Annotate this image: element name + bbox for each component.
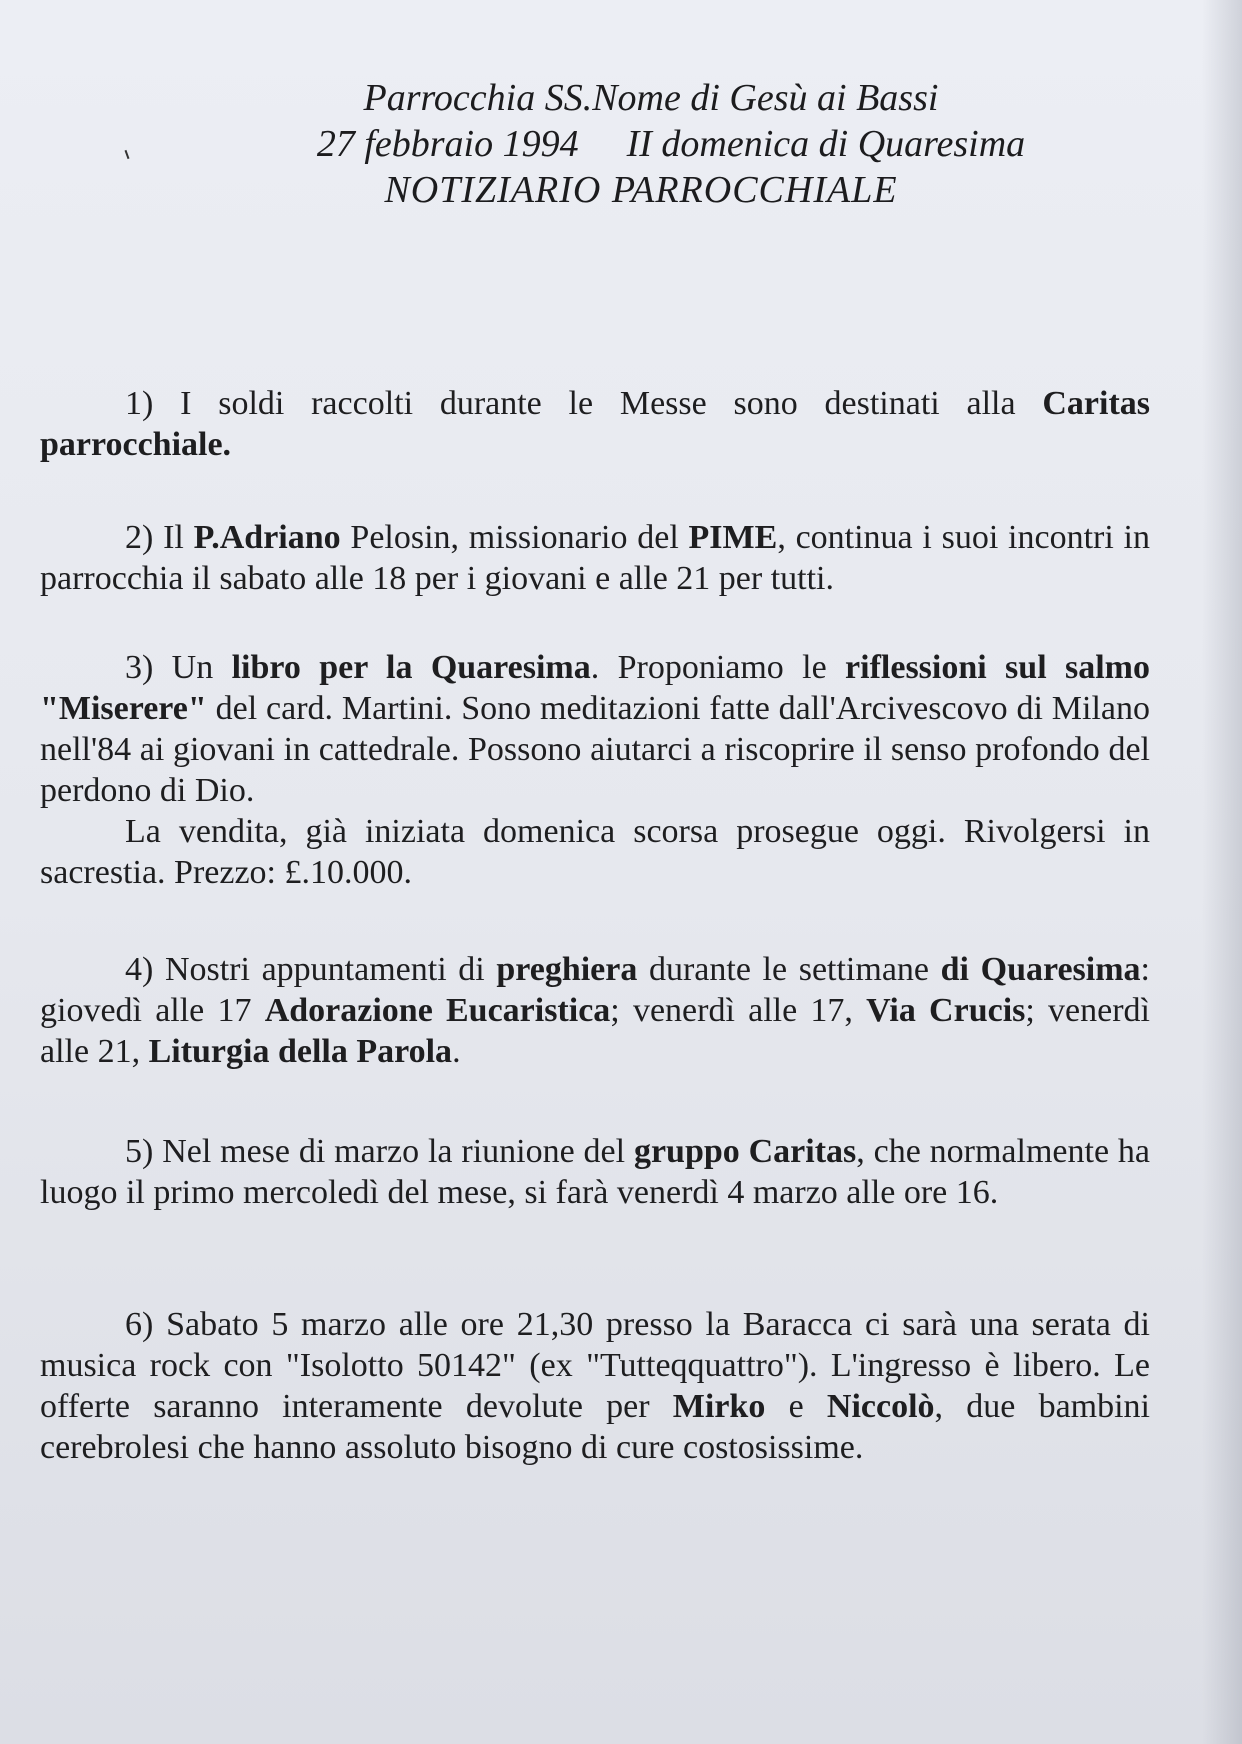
item-emphasis: Caritas parrocchiale. (40, 385, 1151, 463)
item-text: durante le settimane (637, 951, 941, 988)
item-number: 3) (125, 649, 172, 686)
item-emphasis: PIME (688, 519, 778, 556)
item-emphasis: Liturgia della Parola (148, 1033, 453, 1070)
item-text: ; venerdì alle 17, (610, 992, 867, 1029)
notice-item-3 (40, 647, 1150, 893)
notice-item-5 (40, 1131, 1150, 1213)
item-emphasis: gruppo Caritas (633, 1133, 857, 1170)
notice-item-4 (40, 949, 1150, 1072)
liturgical-sunday: II domenica di Quaresima (626, 123, 1026, 165)
item-text: del card. Martini. Sono meditazioni fatte dall'Arcivescovo di Milano nell'84 ai giovani in cattedrale. Possono aiutarci a riscoprire il senso profondo del perdono di Dio. (40, 690, 1150, 809)
item-text: ; venerdì alle 21, (40, 992, 1150, 1070)
item-text: Sabato 5 marzo alle ore 21,30 presso la Baracca ci sarà una serata di musica rock con "Isolotto 50142" (ex "Tutteqquattro"). L'ingresso è libero. Le offerte saranno interamente devolute per (40, 1306, 1150, 1425)
item-text: e (765, 1388, 827, 1425)
page-shadow-edge (1202, 0, 1242, 1744)
item-paragraph-2: La vendita, già iniziata domenica scorsa prosegue oggi. Rivolgersi in sacrestia. Prezzo: £.10.000. (40, 813, 1150, 891)
item-text: Pelosin, missionario del (340, 519, 689, 556)
item-text: , che normalmente ha luogo il primo mercoledì del mese, si farà venerdì 4 marzo alle ore 16. (40, 1133, 1150, 1211)
item-emphasis: libro per la Quaresima (231, 649, 591, 686)
item-text: Il (163, 519, 194, 556)
item-text: Nostri appuntamenti di (164, 951, 497, 988)
item-emphasis: Niccolò (826, 1388, 935, 1425)
item-emphasis: riflessioni sul salmo "Miserere" (40, 649, 1150, 727)
item-text: I soldi raccolti durante le Messe sono destinati alla (180, 385, 1043, 422)
notice-item-1 (40, 383, 1150, 465)
item-emphasis: Adorazione Eucaristica (264, 992, 611, 1029)
item-number: 2) (125, 519, 164, 556)
item-text: , due bambini cerebrolesi che hanno assoluto bisogno di cure costosissime. (40, 1388, 1150, 1466)
item-text: . Proponiamo le (590, 649, 846, 686)
item-text: . (452, 1033, 461, 1070)
notice-item-2 (40, 517, 1150, 599)
bulletin-date: 27 febbraio 1994 (316, 123, 579, 165)
item-emphasis: Via Crucis (866, 992, 1026, 1029)
item-emphasis: Mirko (672, 1388, 766, 1425)
parish-name: Parrocchia SS.Nome di Gesù ai Bassi (363, 77, 939, 119)
item-number: 1) (125, 385, 181, 422)
item-number: 6) (125, 1306, 167, 1343)
item-text: Un (171, 649, 232, 686)
item-text: Nel mese di marzo la riunione del (162, 1133, 634, 1170)
item-number: 4) (125, 951, 165, 988)
item-number: 5) (125, 1133, 163, 1170)
item-emphasis: preghiera (496, 951, 638, 988)
item-text: : giovedì alle 17 (40, 951, 1150, 1029)
bulletin-title: NOTIZIARIO PARROCCHIALE (384, 169, 898, 211)
item-text: , continua i suoi incontri in parrocchia il sabato alle 18 per i giovani e alle 21 per tutti. (40, 519, 1150, 597)
notice-item-6 (40, 1304, 1150, 1468)
item-emphasis: P.Adriano (193, 519, 341, 556)
item-emphasis: di Quaresima (940, 951, 1141, 988)
date-line (50, 122, 1242, 166)
